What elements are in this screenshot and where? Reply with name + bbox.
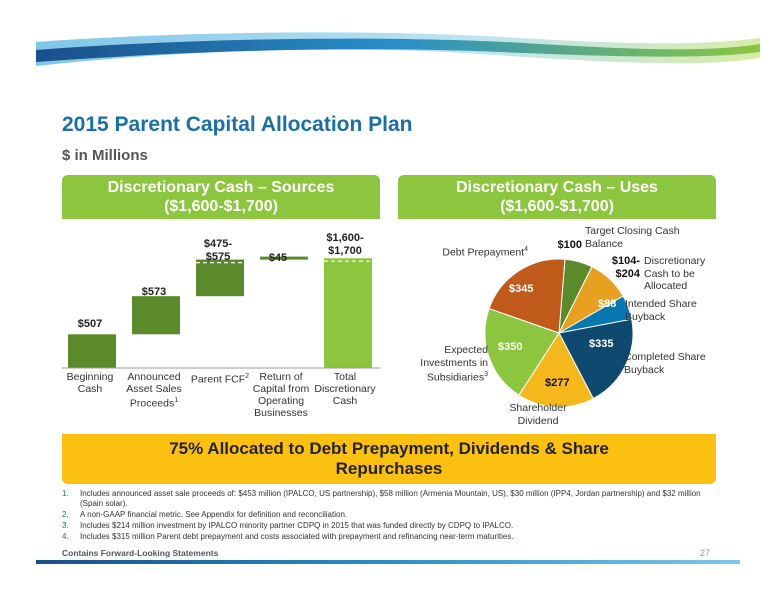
footnotes	[62, 489, 722, 543]
pie-category-label: Shareholder Dividend	[509, 402, 567, 427]
pie-value-label: $335	[589, 338, 614, 350]
footnote-item: 1. Includes announced asset sale proceeds of: $453 million (IPALCO, US partnership), $58 million (Armenia Mountain, US), $30 million (IPP4, Jordan partnership) and $32 million (Spain solar).	[62, 489, 701, 508]
bar-value-label: $45	[268, 252, 288, 264]
page-number: 27	[700, 548, 711, 558]
waterfall-bar	[324, 258, 372, 368]
pie-value-label: $88	[598, 298, 617, 310]
sources-heading-line2: ($1,600-$1,700)	[164, 198, 278, 215]
waterfall-bar	[196, 260, 244, 297]
forward-looking-disclaimer: Contains Forward-Looking Statements	[62, 548, 219, 558]
pie-value-label: $277	[545, 377, 570, 389]
bar-category-label: Announced Asset Sales Proceeds$^1$	[126, 371, 182, 410]
bar-category-label: Parent FCF$^2$	[190, 373, 250, 386]
pie-value-label: $345	[509, 283, 534, 295]
page-subtitle: $ in Millions	[62, 147, 148, 164]
waterfall-bar	[68, 334, 116, 368]
bar-value-label: $475- $575	[203, 238, 233, 263]
pie-value-label: $104- $204	[611, 255, 640, 280]
footnote-item: 2. A non-GAAP financial metric. See Appendix for definition and reconciliation.	[62, 510, 348, 519]
pie-value-label: $100	[557, 239, 582, 251]
uses-heading	[398, 175, 716, 219]
footer-bar	[36, 560, 740, 564]
uses-heading-line2: ($1,600-$1,700)	[500, 198, 614, 215]
sources-heading-line1: Discretionary Cash – Sources	[107, 179, 335, 196]
pie-category-label: Completed Share Buyback	[624, 351, 706, 376]
pie-category-label: Target Closing Cash Balance	[585, 225, 680, 250]
pie-category-label: Expected Investments in Subsidiaries$^3$	[420, 344, 488, 384]
bar-value-label: $1,600- $1,700	[326, 232, 364, 257]
sources-heading	[62, 175, 380, 219]
pie-category-label: Intended Share Buyback	[625, 298, 697, 323]
callout-line1: 75% Allocated to Debt Prepayment, Dividends & Share	[169, 439, 609, 458]
header-banner	[0, 28, 776, 76]
callout-line2: Repurchases	[335, 459, 443, 478]
pie-value-label: $350	[498, 341, 523, 353]
pie-category-label: Debt Prepayment$^4$	[442, 246, 528, 259]
bar-category-label: Return of Capital from Operating Businesses	[252, 371, 310, 419]
bar-category-label: Beginning Cash	[66, 371, 114, 395]
bar-value-label: $573	[141, 286, 167, 298]
pie-category-label: Discretionary Cash to be Allocated	[644, 255, 706, 292]
footnote-item: 3. Includes $214 million investment by IPALCO minority partner CDPQ in 2015 that was funded directly by CDPQ to IPALCO.	[62, 521, 514, 530]
bar-value-label: $507	[77, 318, 103, 330]
waterfall-bar	[132, 296, 180, 334]
footnote-item: 4. Includes $315 million Parent debt prepayment and costs associated with prepayment and refinancing near-term maturities.	[62, 532, 514, 541]
allocation-callout	[62, 434, 716, 484]
bar-category-label: Total Discretionary Cash	[314, 371, 376, 407]
page-title: 2015 Parent Capital Allocation Plan	[62, 113, 413, 136]
uses-heading-line1: Discretionary Cash – Uses	[456, 179, 658, 196]
